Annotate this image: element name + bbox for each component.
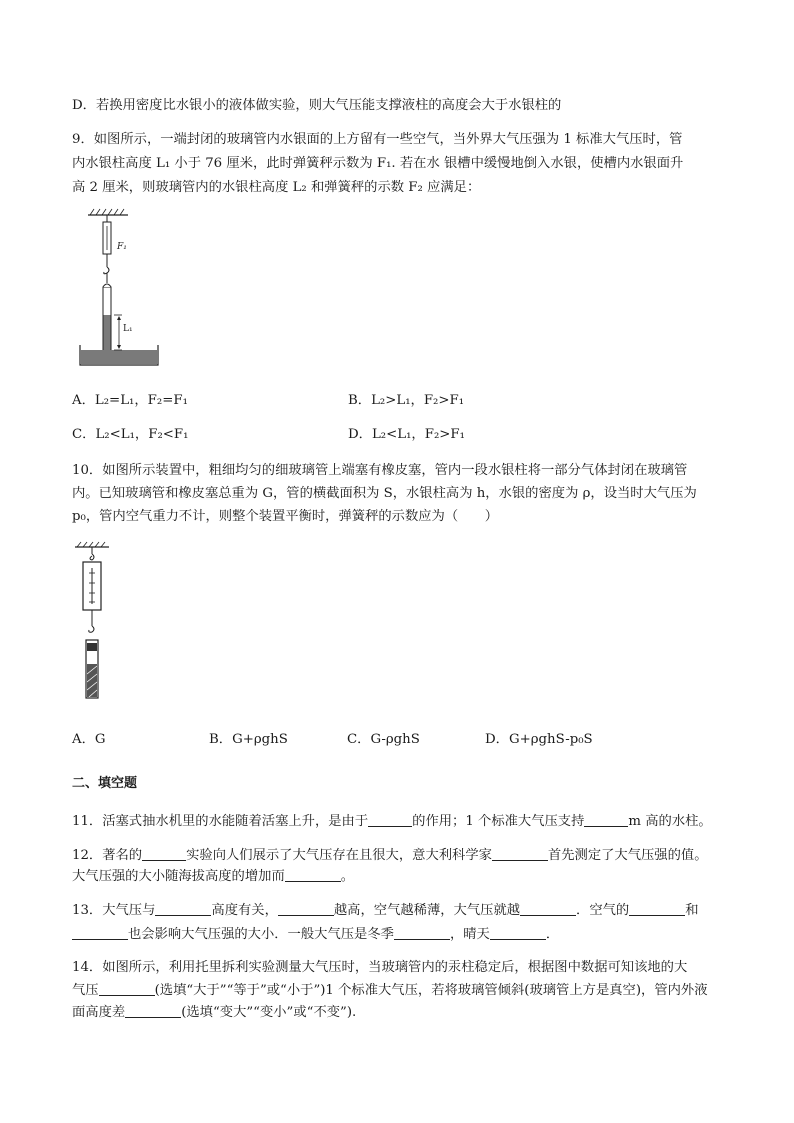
q12-blank-3 <box>285 867 341 882</box>
q11-blank-1 <box>368 812 412 827</box>
q14-part3: (选填“大于”“等于”或“小于”)1 个标准大气压，若将玻璃管倾斜(玻璃管上方是真空)，管内外液 <box>154 983 708 998</box>
q13-part7: ，晴天 <box>449 927 490 942</box>
q9-figure-label-l1: L₁ <box>123 324 133 334</box>
q10-option-c: C．G-ρghS <box>347 732 420 747</box>
q13-part8: ． <box>545 927 560 942</box>
q8-option-d: D．若换用密度比水银小的液体做实验，则大气压能支撑液柱的高度会大于水银柱的 <box>72 98 562 113</box>
q10-option-d: D．G+ρghS-p₀S <box>485 732 593 747</box>
q13-text-line1 <box>72 901 699 921</box>
q14-part2: 气压 <box>72 983 99 998</box>
q12-text-line2 <box>72 867 354 887</box>
q13-blank-2 <box>278 901 334 916</box>
q14-part4: 面高度差 <box>72 1005 126 1020</box>
q13-blank-4 <box>629 901 685 916</box>
q11-text <box>72 812 712 832</box>
section-title-fill-in: 二、填空题 <box>72 776 138 791</box>
q11-part2: 的作用；1 个标准大气压支持 <box>412 814 585 829</box>
q9-text-line2: 内水银柱高度 L₁ 小于 76 厘米，此时弹簧秤示数为 F₁. 若在水 银槽中缓慢地倒入水银，使槽内水银面升 <box>72 156 684 171</box>
q13-text-line2 <box>72 925 559 945</box>
q13-part6: 也会影响大气压强的大小．一般大气压是冬季 <box>128 927 394 942</box>
q12-part2: 实验向人们展示了大气压存在且很大，意大利科学家 <box>186 848 492 863</box>
q12-part4: 大气压强的大小随海拔高度的增加而 <box>72 869 285 884</box>
q14-blank-2 <box>125 1003 181 1018</box>
q13-part3: 越高，空气越稀薄，大气压就越 <box>333 903 521 918</box>
q12-part3: 首先测定了大气压强的值。 <box>547 848 708 863</box>
q13-part2: 高度有关， <box>211 903 278 918</box>
q10-figure-spring-scale-tube <box>70 540 120 705</box>
q10-text-line2: 内。已知玻璃管和橡皮塞总重为 G，管的横截面积为 S，水银柱高为 h，水银的密度为 ρ，设当时大气压为 <box>72 486 697 501</box>
q13-blank-7 <box>490 925 546 940</box>
q9-option-c: C．L₂<L₁，F₂<F₁ <box>72 427 189 442</box>
q13-blank-5 <box>72 925 128 940</box>
q12-part5: 。 <box>340 869 355 884</box>
q13-part1: 13．大气压与 <box>72 903 156 918</box>
q11-part1: 11．活塞式抽水机里的水能随着活塞上升，是由于 <box>72 814 369 829</box>
q14-text-line3 <box>72 1003 356 1023</box>
q12-part1: 12．著名的 <box>72 848 143 863</box>
q12-text-line1 <box>72 846 708 866</box>
q11-blank-2 <box>584 812 628 827</box>
q10-text-line3: p₀，管内空气重力不计，则整个装置平衡时，弹簧秤的示数应为（ ） <box>72 509 499 524</box>
q9-option-b: B．L₂>L₁，F₂>F₁ <box>348 393 465 408</box>
q9-option-d: D．L₂<L₁，F₂>F₁ <box>348 427 465 442</box>
q10-option-b: B．G+ρghS <box>209 732 288 747</box>
q11-part3: m 高的水柱。 <box>628 814 712 829</box>
q13-blank-1 <box>155 901 211 916</box>
q13-part4: ．空气的 <box>576 903 630 918</box>
q12-blank-2 <box>492 846 548 861</box>
q14-part5: (选填“变大”“变小”或“不变”). <box>181 1005 357 1020</box>
q9-text-line3: 高 2 厘米，则玻璃管内的水银柱高度 L₂ 和弹簧秤的示数 F₂ 应满足： <box>72 180 481 195</box>
q13-blank-6 <box>394 925 450 940</box>
q10-option-a: A．G <box>72 732 106 747</box>
q14-text-line2 <box>72 981 708 1001</box>
q9-figure-torricelli-tube <box>70 205 170 375</box>
q14-blank-1 <box>99 981 155 996</box>
q14-text-line1: 14．如图所示，利用托里拆利实验测量大气压时，当玻璃管内的汞柱稳定后，根据图中数据可知该地的大 <box>72 960 688 975</box>
q13-blank-3 <box>520 901 576 916</box>
q13-part5: 和 <box>685 903 699 918</box>
q10-text-line1: 10．如图所示装置中，粗细均匀的细玻璃管上端塞有橡皮塞，管内一段水银柱将一部分气体封闭在玻璃管 <box>72 463 688 478</box>
q12-blank-1 <box>142 846 186 861</box>
q9-text-line1: 9．如图所示，一端封闭的玻璃管内水银面的上方留有一些空气，当外界大气压强为 1 标准大气压时，管 <box>72 132 683 147</box>
q9-figure-label-f1: F₁ <box>117 242 127 252</box>
q9-option-a: A．L₂=L₁，F₂=F₁ <box>72 393 188 408</box>
